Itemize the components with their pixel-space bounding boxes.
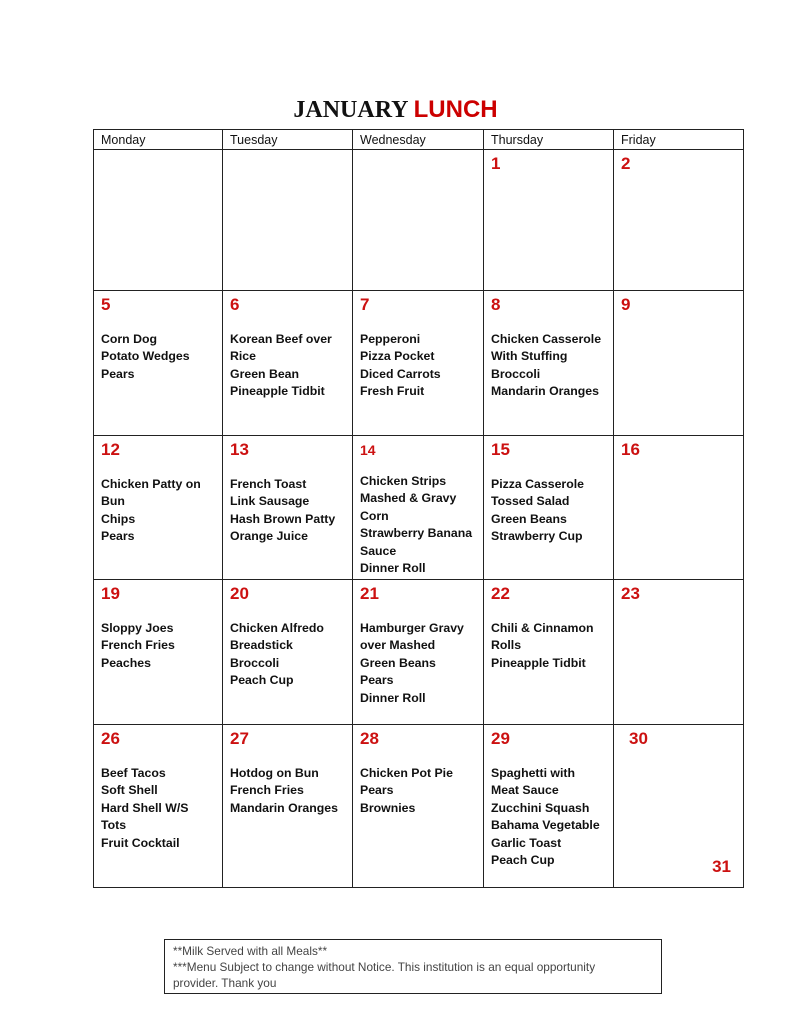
day-cell: [484, 436, 614, 580]
menu-item: Korean Beef over: [230, 332, 332, 346]
menu-items: [360, 331, 483, 401]
day-number: 6: [230, 295, 240, 314]
menu-item: Hamburger Gravy: [360, 621, 464, 635]
menu-item: Chicken Pot Pie: [360, 766, 453, 780]
day-number: 22: [491, 584, 510, 603]
menu-item: Pears: [101, 366, 135, 381]
day-number: 21: [360, 584, 379, 603]
menu-item: Pizza Pocket: [360, 349, 435, 364]
menu-item: Spaghetti with: [491, 766, 576, 780]
menu-item: Meat Sauce: [491, 783, 559, 798]
day-cell: [614, 725, 744, 888]
menu-item: Corn Dog: [101, 332, 158, 346]
day-cell: [484, 291, 614, 436]
day-number: 28: [360, 729, 379, 748]
menu-item: Pineapple Tidbit: [491, 655, 586, 670]
day-cell: [614, 150, 744, 291]
header-tuesday: Tuesday: [223, 130, 353, 150]
lunch-calendar: [93, 129, 744, 888]
menu-item: Bun: [101, 494, 125, 509]
menu-items: [230, 765, 352, 817]
menu-item: French Fries: [230, 783, 304, 798]
day-number: 29: [491, 729, 510, 748]
week-row: [94, 150, 744, 291]
menu-item: French Fries: [101, 638, 175, 653]
day-cell: [353, 150, 484, 291]
menu-item: Garlic Toast: [491, 835, 562, 850]
menu-item: Green Beans: [491, 511, 567, 526]
day-number: 19: [101, 584, 120, 603]
day-cell: [94, 436, 223, 580]
menu-items: [491, 765, 613, 869]
menu-item: Pears: [360, 783, 394, 798]
menu-item: Chips: [101, 511, 136, 526]
menu-item: Sloppy Joes: [101, 621, 174, 635]
menu-items: [230, 620, 352, 690]
day-cell: [484, 725, 614, 888]
menu-items: [101, 476, 222, 546]
day-cell: [223, 291, 353, 436]
menu-item: Pizza Casserole: [491, 477, 584, 491]
day-cell: [614, 291, 744, 436]
menu-item: Sauce: [360, 543, 397, 558]
day-number: 23: [621, 584, 640, 603]
menu-items: [360, 620, 483, 707]
day-cell: [614, 580, 744, 725]
menu-item: Dinner Roll: [360, 690, 426, 705]
day-number: 30: [629, 729, 648, 748]
menu-item: Strawberry Banana: [360, 526, 473, 541]
day-number: 1: [491, 154, 501, 173]
day-number: 27: [230, 729, 249, 748]
menu-item: Broccoli: [491, 366, 541, 381]
menu-item: Corn: [360, 508, 389, 523]
menu-item: Bahama Vegetable: [491, 818, 600, 833]
day-cell: [223, 580, 353, 725]
menu-items: [101, 620, 222, 672]
day-number: 26: [101, 729, 120, 748]
day-number-extra: 31: [712, 857, 731, 876]
menu-item: Brownies: [360, 800, 416, 815]
day-cell: [94, 291, 223, 436]
week-row: [94, 291, 744, 436]
menu-items: [230, 476, 352, 546]
weekday-header-row: [94, 130, 744, 150]
day-number: 12: [101, 440, 120, 459]
menu-item: Mandarin Oranges: [230, 800, 338, 815]
menu-item: French Toast: [230, 477, 307, 491]
day-cell: [94, 150, 223, 291]
menu-item: Dinner Roll: [360, 561, 426, 576]
header-monday: Monday: [94, 130, 223, 150]
day-number: 5: [101, 295, 111, 314]
day-number: 16: [621, 440, 640, 459]
day-cell: [614, 436, 744, 580]
menu-item: Rice: [230, 349, 256, 364]
title-month: JANUARY: [293, 97, 408, 123]
menu-item: Chicken Patty on: [101, 477, 201, 491]
menu-item: Hash Brown Patty: [230, 511, 336, 526]
menu-item: Pears: [360, 673, 394, 688]
day-number: 8: [491, 295, 501, 314]
menu-items: [491, 476, 613, 546]
menu-item: Rolls: [491, 638, 522, 653]
menu-item: over Mashed: [360, 638, 436, 653]
menu-item: Orange Juice: [230, 529, 308, 544]
day-cell: [94, 725, 223, 888]
day-number: 9: [621, 295, 631, 314]
menu-item: Pears: [101, 529, 135, 544]
day-cell: [353, 580, 484, 725]
menu-item: Chicken Casserole: [491, 332, 602, 346]
menu-item: Chicken Strips: [360, 474, 447, 488]
day-cell: [223, 436, 353, 580]
week-row: [94, 436, 744, 580]
menu-items: [101, 765, 222, 852]
menu-item: Peaches: [101, 655, 151, 670]
menu-item: Tossed Salad: [491, 494, 570, 509]
menu-item: Soft Shell: [101, 783, 158, 798]
menu-item: Fresh Fruit: [360, 384, 425, 399]
menu-item: Beef Tacos: [101, 766, 166, 780]
footnote-milk: **Milk Served with all Meals**: [173, 944, 328, 958]
footnote-disclaimer-cont: provider. Thank you: [173, 976, 277, 990]
header-thursday: Thursday: [484, 130, 614, 150]
page-title: [0, 95, 791, 125]
day-number: 15: [491, 440, 510, 459]
menu-items: [101, 331, 222, 383]
menu-item: Mashed & Gravy: [360, 491, 457, 506]
footnote-box: [164, 939, 662, 994]
menu-item: Chili & Cinnamon: [491, 621, 594, 635]
day-number: 7: [360, 295, 370, 314]
menu-item: Hotdog on Bun: [230, 766, 319, 780]
day-cell: [94, 580, 223, 725]
menu-item: Pineapple Tidbit: [230, 384, 325, 399]
day-cell: [223, 725, 353, 888]
day-number: 14: [360, 442, 376, 458]
menu-items: [491, 331, 613, 401]
menu-items: [491, 620, 613, 672]
day-cell: [484, 580, 614, 725]
menu-items: [360, 765, 483, 817]
day-cell: [484, 150, 614, 291]
menu-item: Green Bean: [230, 366, 300, 381]
menu-item: Zucchini Squash: [491, 800, 590, 815]
menu-item: With Stuffing: [491, 349, 568, 364]
menu-items: [360, 473, 483, 577]
menu-item: Green Beans: [360, 655, 436, 670]
header-wednesday: Wednesday: [353, 130, 484, 150]
day-number: 20: [230, 584, 249, 603]
header-friday: Friday: [614, 130, 744, 150]
menu-item: Chicken Alfredo: [230, 621, 324, 635]
day-number: 2: [621, 154, 631, 173]
menu-item: Strawberry Cup: [491, 529, 583, 544]
footnote-disclaimer: ***Menu Subject to change without Notice. This institution is an equal opportunity: [173, 960, 596, 974]
menu-item: Link Sausage: [230, 494, 310, 509]
day-number: 13: [230, 440, 249, 459]
menu-item: Peach Cup: [230, 673, 294, 688]
menu-item: Pepperoni: [360, 332, 421, 346]
week-row: [94, 725, 744, 888]
menu-item: Fruit Cocktail: [101, 835, 180, 850]
menu-item: Mandarin Oranges: [491, 384, 599, 399]
menu-item: Potato Wedges: [101, 349, 190, 364]
day-cell: [223, 150, 353, 291]
day-cell: [353, 291, 484, 436]
week-row: [94, 580, 744, 725]
day-cell: [353, 725, 484, 888]
menu-item: Broccoli: [230, 655, 280, 670]
menu-item: Breadstick: [230, 638, 293, 653]
menu-item: Peach Cup: [491, 853, 555, 868]
menu-item: Tots: [101, 818, 127, 833]
menu-item: Diced Carrots: [360, 366, 441, 381]
menu-item: Hard Shell W/S: [101, 800, 189, 815]
menu-items: [230, 331, 352, 401]
title-lunch: LUNCH: [413, 96, 498, 123]
day-cell: [353, 436, 484, 580]
